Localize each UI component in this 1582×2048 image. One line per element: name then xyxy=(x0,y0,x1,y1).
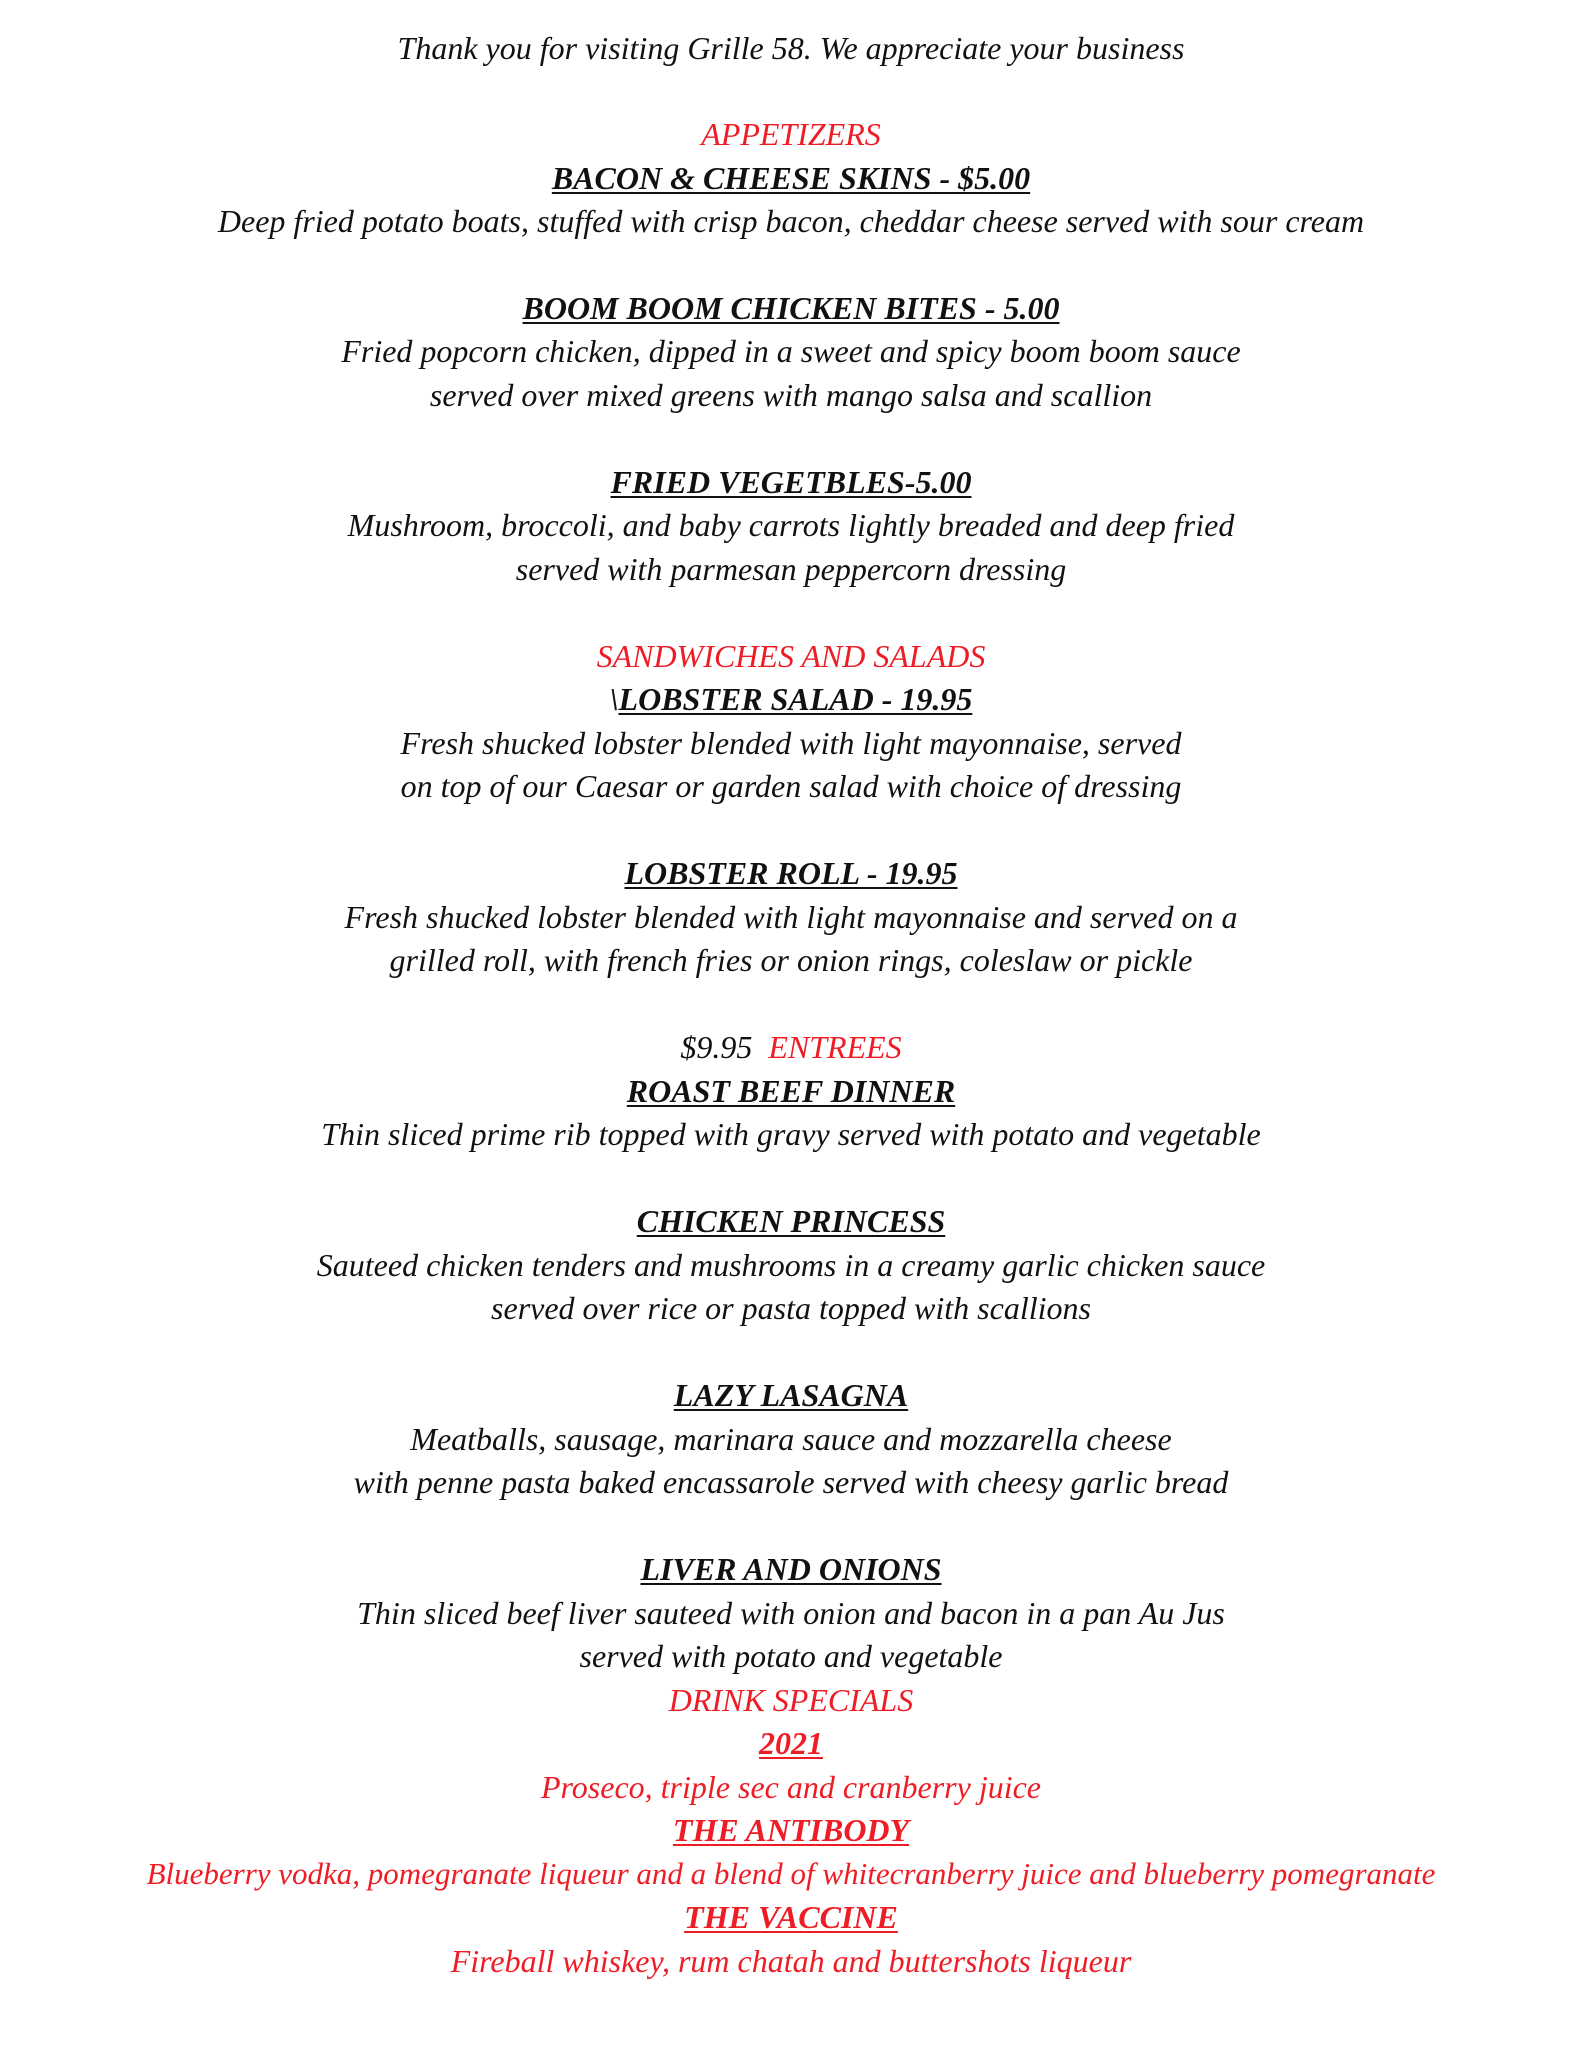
menu-item-desc: Thin sliced beef liver sauteed with onion and bacon in a pan Au Jus xyxy=(357,1595,1225,1631)
entrees-price: $9.95 xyxy=(680,1029,753,1065)
menu-item-desc: Sauteed chicken tenders and mushrooms in a creamy garlic chicken sauce xyxy=(316,1247,1266,1283)
menu-item-desc: Thin sliced prime rib topped with gravy served with potato and vegetable xyxy=(321,1116,1261,1152)
menu-item-desc: served over rice or pasta topped with scallions xyxy=(491,1290,1091,1326)
menu-item-desc: on top of our Caesar or garden salad with choice of dressing xyxy=(400,768,1182,804)
appetizers-heading: APPETIZERS xyxy=(701,116,881,152)
menu-item-desc: Meatballs, sausage, marinara sauce and mozzarella cheese xyxy=(410,1421,1172,1457)
menu-item-title: FRIED VEGETBLES-5.00 xyxy=(610,464,972,500)
sandwiches-heading: SANDWICHES AND SALADS xyxy=(596,638,986,674)
drink-desc: Proseco, triple sec and cranberry juice xyxy=(540,1769,1041,1805)
drink-title: 2021 xyxy=(759,1725,823,1761)
drinks-heading: DRINK SPECIALS xyxy=(668,1682,914,1718)
menu-item-desc: grilled roll, with french fries or onion rings, coleslaw or pickle xyxy=(389,942,1193,978)
menu-item-desc: Fresh shucked lobster blended with light mayonnaise and served on a xyxy=(344,899,1238,935)
menu-item-title: BOOM BOOM CHICKEN BITES - 5.00 xyxy=(522,290,1060,326)
drink-title: THE ANTIBODY xyxy=(672,1812,910,1848)
menu-item-title-row xyxy=(0,677,1582,721)
backslash-prefix: \ xyxy=(609,681,619,717)
entrees-heading: ENTREES xyxy=(768,1029,902,1065)
drink-desc: Fireball whiskey, rum chatah and buttershots liqueur xyxy=(450,1943,1132,1979)
menu-item-desc: Deep fried potato boats, stuffed with crisp bacon, cheddar cheese served with sour cream xyxy=(217,203,1365,239)
menu-item-desc: served with potato and vegetable xyxy=(579,1638,1003,1674)
menu-item-desc: Fried popcorn chicken, dipped in a sweet and spicy boom boom sauce xyxy=(341,333,1241,369)
menu-item-title: ROAST BEEF DINNER xyxy=(626,1073,956,1109)
menu-item-title: LOBSTER ROLL - 19.95 xyxy=(624,855,958,891)
thank-you-note: Thank you for visiting Grille 58. We appreciate your business xyxy=(397,30,1185,66)
menu-item-title: LAZY LASAGNA xyxy=(673,1377,909,1413)
menu-item-title: LOBSTER SALAD - 19.95 xyxy=(618,681,973,717)
entrees-heading-row xyxy=(0,1025,1582,1069)
menu-item-desc: Mushroom, broccoli, and baby carrots lightly breaded and deep fried xyxy=(347,507,1235,543)
drink-desc: Blueberry vodka, pomegranate liqueur and a blend of whitecranberry juice and blueberry pomegranate xyxy=(146,1856,1436,1891)
drink-title: THE VACCINE xyxy=(684,1899,898,1935)
menu-item-desc: with penne pasta baked encassarole served with cheesy garlic bread xyxy=(353,1464,1229,1500)
menu-item-desc: Fresh shucked lobster blended with light mayonnaise, served xyxy=(400,725,1182,761)
menu-item-title: LIVER AND ONIONS xyxy=(640,1551,942,1587)
menu-item-desc: served with parmesan peppercorn dressing xyxy=(515,551,1067,587)
menu-item-desc: served over mixed greens with mango salsa and scallion xyxy=(429,377,1153,413)
menu-item-title: BACON & CHEESE SKINS - $5.00 xyxy=(551,160,1031,196)
menu-item-title: CHICKEN PRINCESS xyxy=(636,1203,946,1239)
